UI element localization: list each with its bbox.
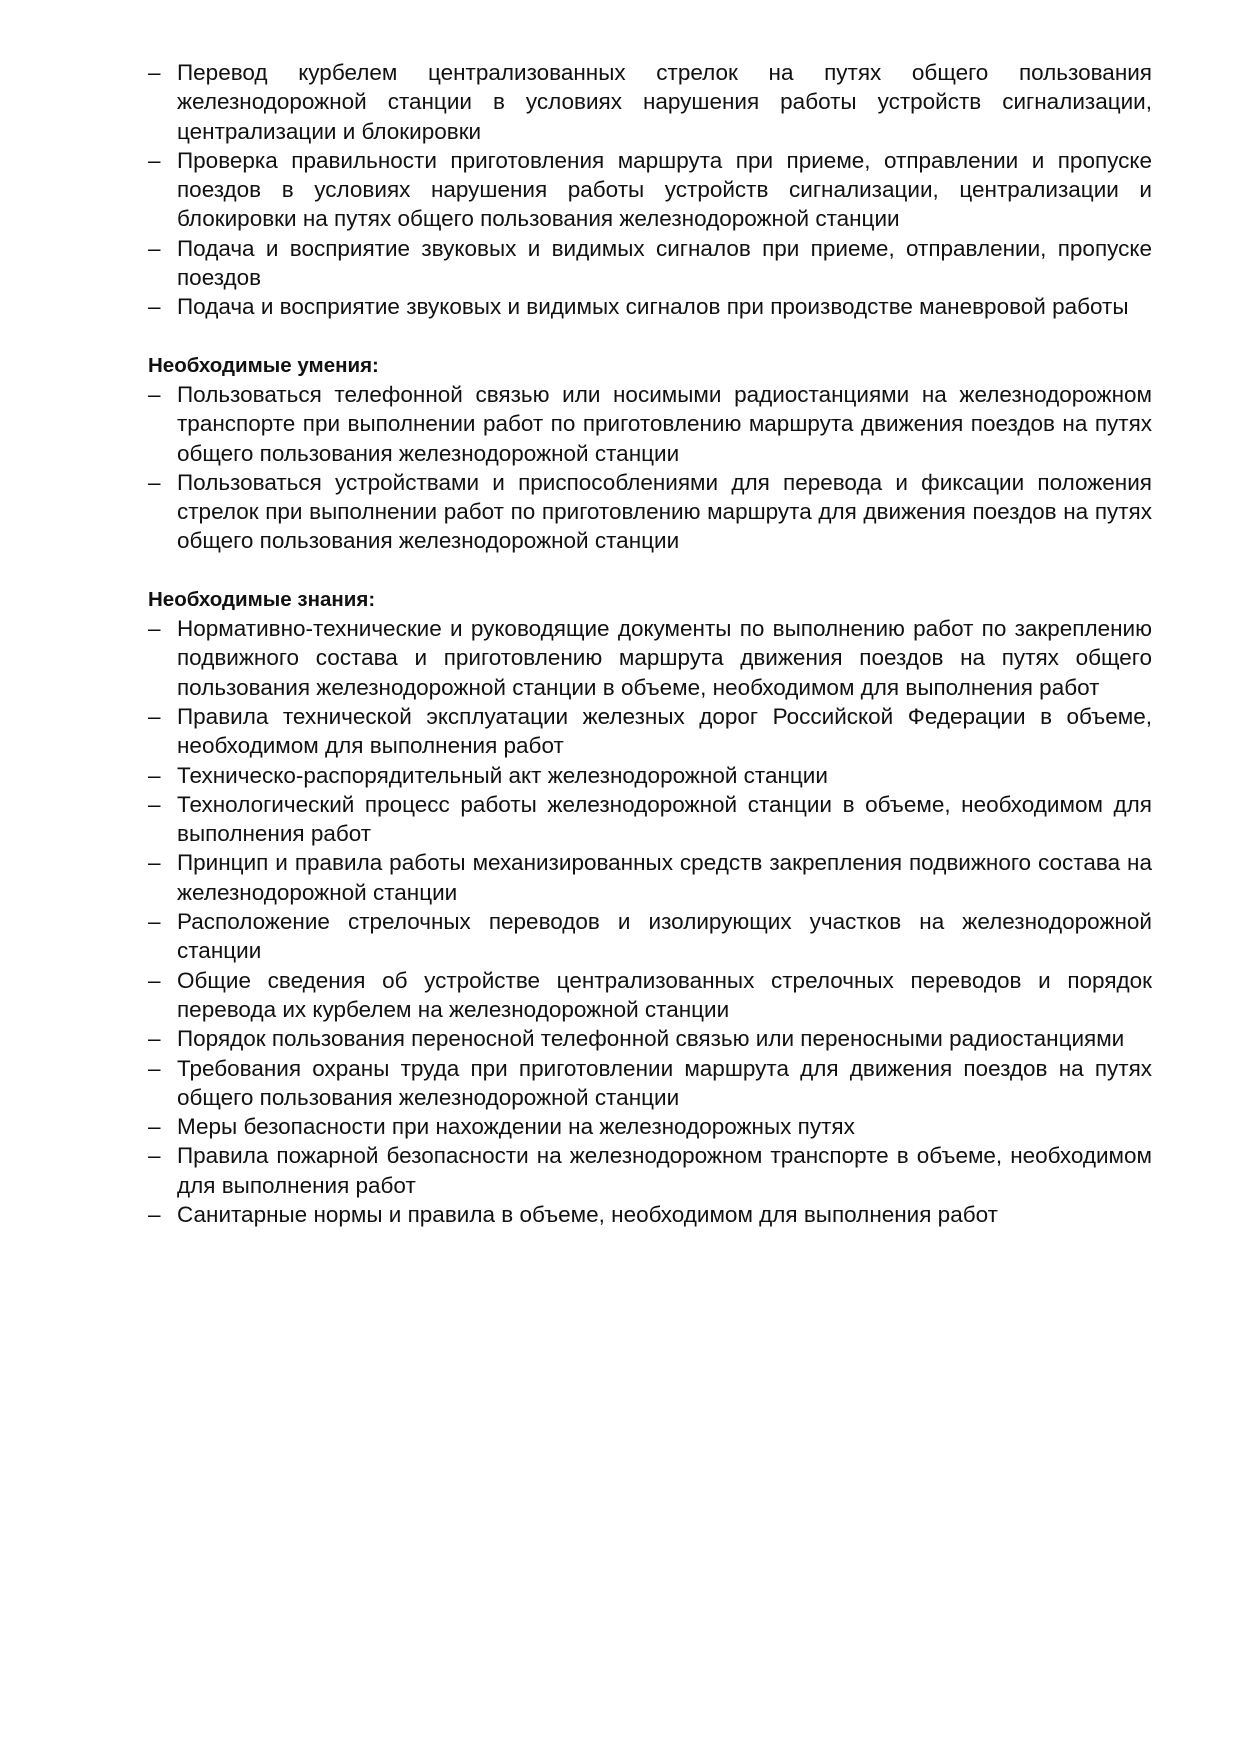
list-item: – Принцип и правила работы механизированных средств закрепления подвижного состава на железнодорожной станции — [148, 850, 1152, 905]
list-item: – Общие сведения об устройстве централизованных стрелочных переводов и порядок перевода их курбелем на железнодорожной станции — [148, 967, 1152, 1022]
list-item: – Проверка правильности приготовления маршрута при приеме, отправлении и пропуске поездов в условиях нарушения работы устройств сигнализации, централизации и блокировки на путях общего пользования железнодорожной станции — [148, 147, 1152, 232]
dash-bullet-icon: – — [148, 381, 161, 407]
knowledge-heading: Необходимые знания: — [148, 587, 376, 611]
list-item: – Правила технической эксплуатации железных дорог Российской Федерации в объеме, необходимом для выполнения работ — [148, 703, 1152, 759]
list-item: – Подача и восприятие звуковых и видимых сигналов при приеме, отправлении, пропуске поездов — [148, 235, 1152, 291]
dash-bullet-icon: – — [148, 147, 161, 173]
dash-bullet-icon: – — [148, 967, 161, 993]
list-item: – Санитарные нормы и правила в объеме, необходимом для выполнения работ — [148, 1200, 1152, 1229]
dash-bullet-icon: – — [148, 1143, 161, 1169]
dash-bullet-icon: – — [148, 294, 161, 320]
skills-section — [148, 351, 1152, 556]
knowledge-section — [148, 585, 1152, 1230]
dash-bullet-icon: – — [148, 469, 161, 495]
list-item: – Пользоваться устройствами и приспособлениями для перевода и фиксации положения стрелок при выполнении работ по приготовлению маршрута для движения поездов на путях общего пользования железнодорожной станции — [148, 469, 1152, 554]
list-item: – Правила пожарной безопасности на железнодорожном транспорте в объеме, необходимом для выполнения работ — [148, 1143, 1152, 1198]
list-item: – Технологический процесс работы железнодорожной станции в объеме, необходимом для выполнения работ — [148, 791, 1152, 847]
dash-bullet-icon: – — [148, 762, 161, 788]
dash-bullet-icon: – — [148, 1026, 161, 1052]
skills-list — [148, 380, 1152, 556]
dash-bullet-icon: – — [148, 1055, 161, 1081]
list-item: – Расположение стрелочных переводов и изолирующих участков на железнодорожной станции — [148, 909, 1152, 964]
dash-bullet-icon: – — [148, 1114, 161, 1140]
list-item: – Перевод курбелем централизованных стрелок на путях общего пользования железнодорожной станции в условиях нарушения работы устройств сигнализации, централизации и блокировки — [148, 60, 1152, 144]
skills-heading: Необходимые умения: — [148, 353, 379, 377]
list-item: – Техническо-распорядительный акт железнодорожной станции — [148, 761, 1152, 790]
dash-bullet-icon: – — [148, 616, 161, 642]
list-item: – Пользоваться телефонной связью или носимыми радиостанциями на железнодорожном транспорте при выполнении работ по приготовлению маршрута движения поездов на путях общего пользования железнодорожной станции — [148, 381, 1152, 466]
dash-bullet-icon: – — [148, 703, 161, 729]
dash-bullet-icon: – — [148, 60, 161, 85]
document-page — [148, 58, 1152, 1229]
list-item: – Подача и восприятие звуковых и видимых сигналов при производстве маневровой работы — [148, 292, 1152, 321]
labor-actions-list — [148, 58, 1152, 322]
dash-bullet-icon: – — [148, 791, 161, 817]
dash-bullet-icon: – — [148, 1201, 161, 1227]
dash-bullet-icon: – — [148, 850, 161, 876]
list-item: – Требования охраны труда при приготовлении маршрута для движения поездов на путях общего пользования железнодорожной станции — [148, 1055, 1152, 1110]
list-item: – Нормативно-технические и руководящие документы по выполнению работ по закреплению подвижного состава и приготовлению маршрута движения поездов на путях общего пользования железнодорожной станции в объеме, необходимом для выполнения работ — [148, 616, 1152, 700]
list-item: – Порядок пользования переносной телефонной связью или переносными радиостанциями — [148, 1024, 1152, 1053]
list-item: – Меры безопасности при нахождении на железнодорожных путях — [148, 1112, 1152, 1141]
knowledge-list — [148, 614, 1152, 1229]
dash-bullet-icon: – — [148, 909, 161, 935]
dash-bullet-icon: – — [148, 235, 161, 261]
